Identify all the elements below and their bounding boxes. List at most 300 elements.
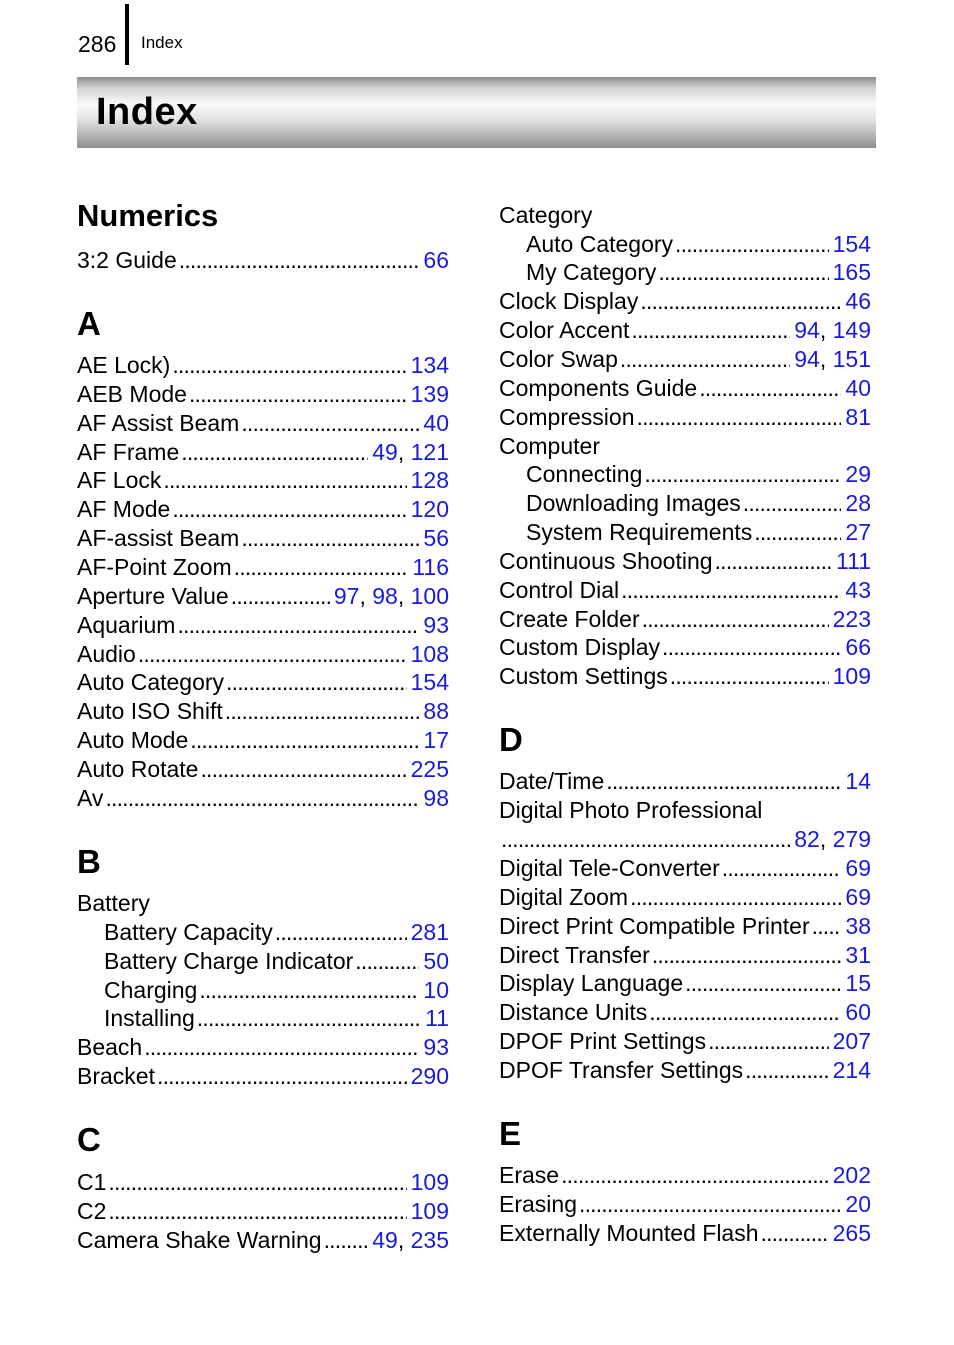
dot-leader: [179, 246, 420, 275]
index-term: Category: [499, 202, 593, 228]
index-entry: [77, 1168, 449, 1197]
page-references: [833, 1161, 871, 1190]
dot-leader: [105, 784, 419, 813]
page-link[interactable]: 69: [845, 884, 871, 910]
dot-leader: [241, 524, 419, 553]
dot-leader: [621, 576, 841, 605]
index-term: System Requirements: [526, 519, 753, 545]
page-references: [845, 941, 871, 970]
index-term: AF Assist Beam: [77, 410, 240, 436]
page-references: [836, 547, 871, 576]
dot-leader: [812, 912, 842, 941]
index-term: Direct Print Compatible Printer: [499, 913, 810, 939]
index-term: Computer: [499, 433, 600, 459]
page-references: [845, 912, 871, 941]
dot-leader: [685, 969, 841, 998]
index-subentry: [499, 230, 871, 259]
page-references: [411, 351, 449, 380]
index-term: Display Language: [499, 970, 684, 996]
dot-leader: [144, 1033, 419, 1062]
page-link[interactable]: 111: [836, 548, 871, 574]
page-number: 286: [78, 31, 117, 57]
index-term: Auto Category: [77, 669, 225, 695]
page-references: [411, 1168, 449, 1197]
index-term: Custom Settings: [499, 663, 668, 689]
page-link[interactable]: 66: [845, 634, 871, 660]
section-heading: Numerics: [77, 198, 219, 233]
dot-leader: [226, 668, 407, 697]
index-entry: [77, 409, 449, 438]
dot-leader: [501, 825, 790, 854]
dot-leader: [108, 1168, 406, 1197]
index-entry: [77, 466, 449, 495]
dot-leader: [172, 351, 406, 380]
index-entry: [77, 726, 449, 755]
page-references: [423, 409, 449, 438]
page-references: [845, 374, 871, 403]
index-entry: [77, 351, 449, 380]
page-link[interactable]: 50: [423, 948, 449, 974]
section-heading: A: [77, 305, 101, 342]
page-references: [411, 668, 449, 697]
page-link[interactable]: 81: [845, 404, 871, 430]
page-link[interactable]: 31: [845, 942, 871, 968]
index-group-term: [77, 889, 449, 918]
page-link[interactable]: 202: [832, 1162, 871, 1188]
index-entry: [499, 998, 871, 1027]
page-link[interactable]: 27: [845, 519, 871, 545]
index-term: AF-assist Beam: [77, 525, 240, 551]
page-link[interactable]: 66: [423, 247, 449, 273]
index-entry: [77, 755, 449, 784]
index-entry: [499, 854, 871, 883]
page-references: [423, 611, 449, 640]
page-references: [845, 518, 871, 547]
index-entry: [499, 1161, 871, 1190]
title-band: [77, 77, 876, 148]
dot-leader: [172, 495, 406, 524]
page-link[interactable]: 15: [845, 970, 871, 996]
page-link[interactable]: 11: [425, 1005, 449, 1031]
page-separator: ,: [819, 346, 833, 372]
dot-leader: [189, 380, 407, 409]
index-term: Clock Display: [499, 288, 639, 314]
dot-leader: [644, 460, 841, 489]
index-term: Bracket: [77, 1063, 155, 1089]
index-subentry: [499, 489, 871, 518]
page-link[interactable]: 279: [832, 826, 871, 852]
page-references: [372, 1226, 449, 1255]
index-term: AE Lock): [77, 352, 171, 378]
index-entry: [499, 605, 871, 634]
index-term: Components Guide: [499, 375, 698, 401]
index-term: Externally Mounted Flash: [499, 1220, 759, 1246]
page-separator: ,: [397, 439, 411, 465]
page-link[interactable]: 116: [412, 554, 449, 580]
running-head: Index: [141, 33, 183, 52]
page-link[interactable]: 46: [845, 288, 871, 314]
index-entry: [499, 662, 871, 691]
index-term: Erase: [499, 1162, 560, 1188]
index-term: AEB Mode: [77, 381, 187, 407]
dot-leader: [675, 230, 829, 259]
index-term: Compression: [499, 404, 635, 430]
page-link[interactable]: 38: [845, 913, 871, 939]
page-references: [412, 553, 449, 582]
index-entry: [499, 941, 871, 970]
index-term: Connecting: [526, 461, 643, 487]
dot-leader: [754, 518, 841, 547]
page-link[interactable]: 97: [333, 583, 360, 609]
index-entry: [77, 1033, 449, 1062]
page-references: [411, 640, 449, 669]
page-link[interactable]: 98: [423, 785, 449, 811]
page-references: [794, 825, 871, 854]
page-link[interactable]: 109: [410, 1169, 449, 1195]
index-term: AF Lock: [77, 467, 162, 493]
index-subentry: [499, 258, 871, 287]
page-link[interactable]: 109: [410, 1198, 449, 1224]
index-term: Battery Capacity: [104, 919, 273, 945]
page-references: [845, 767, 871, 796]
page-references: [845, 287, 871, 316]
dot-leader: [708, 1027, 829, 1056]
section-heading: C: [77, 1121, 101, 1158]
page-references: [411, 495, 449, 524]
index-term: My Category: [526, 259, 657, 285]
page-separator: ,: [359, 583, 373, 609]
index-entry: [499, 912, 871, 941]
index-term: Color Swap: [499, 346, 618, 372]
dot-leader: [163, 466, 406, 495]
dot-leader: [225, 697, 420, 726]
index-entry: [499, 374, 871, 403]
page-link[interactable]: 93: [423, 1034, 449, 1060]
dot-leader: [199, 976, 419, 1005]
page-references: [411, 380, 449, 409]
dot-leader: [561, 1161, 829, 1190]
index-term: Color Accent: [499, 317, 630, 343]
dot-leader: [715, 547, 832, 576]
index-entry: [499, 633, 871, 662]
dot-leader: [620, 345, 790, 374]
index-entry: [499, 883, 871, 912]
index-term: Create Folder: [499, 606, 640, 632]
page-references: [425, 1004, 449, 1033]
page-link[interactable]: 154: [410, 669, 449, 695]
index-subentry: [499, 460, 871, 489]
index-entry: [77, 697, 449, 726]
index-term: Av: [77, 785, 104, 811]
section-heading: B: [77, 843, 101, 880]
page-references: [845, 883, 871, 912]
page-link[interactable]: 281: [410, 919, 449, 945]
dot-leader: [181, 438, 368, 467]
index-term: Digital Tele-Converter: [499, 855, 720, 881]
page-references: [845, 576, 871, 605]
index-term: Auto Category: [526, 231, 674, 257]
page-link[interactable]: 108: [410, 641, 449, 667]
index-entry: [77, 380, 449, 409]
page-link[interactable]: 128: [410, 467, 449, 493]
index-entry: [499, 1056, 871, 1085]
index-entry: [77, 246, 449, 275]
page-link[interactable]: 207: [832, 1028, 871, 1054]
index-entry: [77, 640, 449, 669]
dot-leader: [658, 258, 828, 287]
page-references: [833, 662, 871, 691]
page-link[interactable]: 40: [423, 410, 449, 436]
index-entry: [77, 553, 449, 582]
index-term: AF Frame: [77, 439, 180, 465]
page-link[interactable]: 60: [845, 999, 871, 1025]
index-entry: [499, 316, 871, 345]
dot-leader: [699, 374, 841, 403]
page-link[interactable]: 56: [423, 525, 449, 551]
dot-leader: [640, 287, 841, 316]
page-references: [423, 784, 449, 813]
page-link[interactable]: 49: [372, 439, 398, 465]
index-group-term: [499, 201, 871, 230]
page-link[interactable]: 40: [845, 375, 871, 401]
dot-leader: [649, 998, 841, 1027]
page-separator: ,: [819, 826, 833, 852]
index-entry: [77, 784, 449, 813]
index-term: DPOF Transfer Settings: [499, 1057, 744, 1083]
page-references: [423, 726, 449, 755]
page-link[interactable]: 20: [845, 1191, 871, 1217]
index-entry: [499, 547, 871, 576]
dot-leader: [630, 883, 841, 912]
dot-leader: [355, 947, 419, 976]
page-link[interactable]: 165: [832, 259, 871, 285]
page-references: [833, 1027, 871, 1056]
page-references: [411, 755, 449, 784]
index-group-term: [499, 796, 871, 825]
page-link[interactable]: 121: [410, 439, 449, 465]
index-term: Battery: [77, 890, 150, 916]
index-entry: [499, 1190, 871, 1219]
page-references: [845, 633, 871, 662]
index-subentry: [499, 518, 871, 547]
index-term: Erasing: [499, 1191, 577, 1217]
index-entry: [499, 403, 871, 432]
page-link[interactable]: 94: [794, 346, 820, 372]
page-references: [423, 246, 449, 275]
index-entry: [77, 1197, 449, 1226]
index-entry: [499, 1027, 871, 1056]
page-link[interactable]: 235: [410, 1227, 449, 1253]
dot-leader: [108, 1197, 406, 1226]
index-term: Aperture Value: [77, 583, 229, 609]
index-term: Downloading Images: [526, 490, 741, 516]
index-entry: [499, 1219, 871, 1248]
page-link[interactable]: 17: [423, 727, 449, 753]
header-divider: [125, 4, 129, 65]
index-term: Digital Photo Professional: [499, 797, 763, 823]
index-entry: [77, 1062, 449, 1091]
section-heading: E: [499, 1115, 522, 1152]
index-term: Custom Display: [499, 634, 661, 660]
index-term: Charging: [104, 977, 198, 1003]
index-subentry: [77, 918, 449, 947]
page-link[interactable]: 28: [845, 490, 871, 516]
dot-leader: [197, 1004, 421, 1033]
index-entry: [499, 767, 871, 796]
page-link[interactable]: 69: [845, 855, 871, 881]
index-term: Beach: [77, 1034, 143, 1060]
page-references: [411, 918, 449, 947]
page-separator: ,: [819, 317, 833, 343]
page-references: [845, 854, 871, 883]
page-references: [372, 438, 449, 467]
index-entry: [77, 668, 449, 697]
index-entry: [499, 345, 871, 374]
page-references: [794, 345, 871, 374]
index-entry: [77, 495, 449, 524]
index-entry: [77, 438, 449, 467]
dot-leader: [631, 316, 790, 345]
index-group-term: [499, 432, 871, 461]
index-entry: [77, 1226, 449, 1255]
index-term: Auto Rotate: [77, 756, 199, 782]
page-references: [833, 1219, 871, 1248]
index-term: Distance Units: [499, 999, 648, 1025]
dot-leader: [200, 755, 406, 784]
dot-leader: [662, 633, 841, 662]
page-link[interactable]: 223: [832, 606, 871, 632]
page-link[interactable]: 82: [794, 826, 820, 852]
index-entry: [499, 969, 871, 998]
page-references: [794, 316, 871, 345]
index-entry: [499, 576, 871, 605]
page-link[interactable]: 29: [845, 461, 871, 487]
index-term: DPOF Print Settings: [499, 1028, 707, 1054]
dot-leader: [234, 553, 409, 582]
dot-leader: [177, 611, 419, 640]
index-term: C2: [77, 1198, 107, 1224]
page-references: [411, 466, 449, 495]
page-references: [845, 403, 871, 432]
page-link[interactable]: 109: [832, 663, 871, 689]
dot-leader: [637, 403, 842, 432]
index-term: Auto Mode: [77, 727, 189, 753]
page-references: [845, 489, 871, 518]
dot-leader: [743, 489, 842, 518]
section-heading: D: [499, 721, 523, 758]
index-subentry: [77, 1004, 449, 1033]
index-term: 3:2 Guide: [77, 247, 177, 273]
page-separator: ,: [397, 1227, 411, 1253]
index-term: Direct Transfer: [499, 942, 650, 968]
page-link[interactable]: 49: [372, 1227, 398, 1253]
index-entry: [499, 825, 871, 854]
page-link[interactable]: 265: [832, 1220, 871, 1246]
index-subentry: [77, 947, 449, 976]
dot-leader: [642, 605, 829, 634]
page-references: [334, 582, 449, 611]
page-references: [423, 976, 449, 1005]
dot-leader: [241, 409, 419, 438]
index-entry: [77, 524, 449, 553]
page-link[interactable]: 139: [410, 381, 449, 407]
page-references: [423, 524, 449, 553]
dot-leader: [157, 1062, 407, 1091]
page-references: [411, 1197, 449, 1226]
dot-leader: [324, 1226, 369, 1255]
page-link[interactable]: 149: [832, 317, 871, 343]
page-link[interactable]: 94: [794, 317, 820, 343]
page-separator: ,: [397, 583, 411, 609]
page-link[interactable]: 151: [832, 346, 871, 372]
index-term: Auto ISO Shift: [77, 698, 223, 724]
page-link[interactable]: 88: [423, 698, 449, 724]
index-term: Camera Shake Warning: [77, 1227, 322, 1253]
dot-leader: [606, 767, 841, 796]
page-link[interactable]: 14: [845, 768, 871, 794]
page-link[interactable]: 43: [845, 577, 871, 603]
page-link[interactable]: 134: [410, 352, 449, 378]
page-references: [423, 697, 449, 726]
page-title: Index: [96, 91, 198, 133]
dot-leader: [275, 918, 407, 947]
page-references: [833, 605, 871, 634]
page-references: [845, 969, 871, 998]
index-term: AF-Point Zoom: [77, 554, 232, 580]
dot-leader: [652, 941, 842, 970]
page-references: [423, 1033, 449, 1062]
dot-leader: [722, 854, 842, 883]
page-link[interactable]: 290: [410, 1063, 449, 1089]
dot-leader: [231, 582, 330, 611]
page-link[interactable]: 10: [423, 977, 449, 1003]
dot-leader: [670, 662, 829, 691]
page-references: [833, 230, 871, 259]
page-link[interactable]: 154: [832, 231, 871, 257]
page-link[interactable]: 214: [832, 1057, 871, 1083]
page-link[interactable]: 93: [423, 612, 449, 638]
index-term: Control Dial: [499, 577, 620, 603]
index-term: Audio: [77, 641, 136, 667]
dot-leader: [138, 640, 407, 669]
dot-leader: [745, 1056, 828, 1085]
index-term: Installing: [104, 1005, 195, 1031]
index-term: Digital Zoom: [499, 884, 629, 910]
page-references: [833, 258, 871, 287]
dot-leader: [579, 1190, 841, 1219]
page-references: [845, 460, 871, 489]
page-references: [845, 1190, 871, 1219]
index-term: AF Mode: [77, 496, 171, 522]
index-term: C1: [77, 1169, 107, 1195]
index-entry: [499, 287, 871, 316]
page-references: [833, 1056, 871, 1085]
page-link[interactable]: 225: [410, 756, 449, 782]
index-entry: [77, 582, 449, 611]
page-link[interactable]: 120: [410, 496, 449, 522]
dot-leader: [761, 1219, 829, 1248]
page-link[interactable]: 100: [410, 583, 449, 609]
index-term: Date/Time: [499, 768, 605, 794]
page-link[interactable]: 98: [372, 583, 398, 609]
index-subentry: [77, 976, 449, 1005]
index-term: Continuous Shooting: [499, 548, 713, 574]
page-references: [411, 1062, 449, 1091]
page-references: [845, 998, 871, 1027]
index-entry: [77, 611, 449, 640]
dot-leader: [190, 726, 419, 755]
page-references: [423, 947, 449, 976]
